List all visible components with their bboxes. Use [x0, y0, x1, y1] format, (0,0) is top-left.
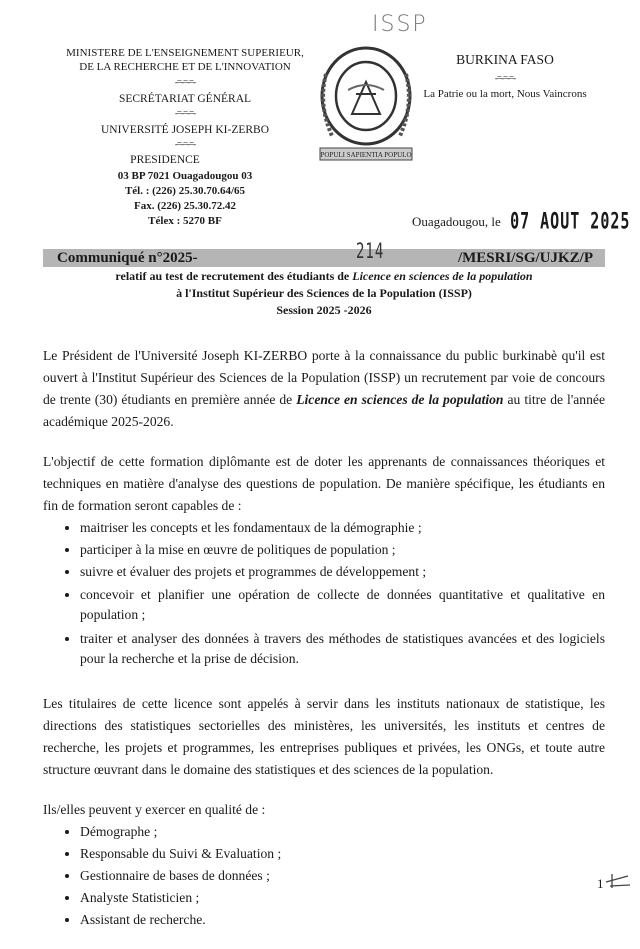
list-item: • Assistant de recherche. [80, 909, 605, 931]
text: Le Président de l'Université Joseph KI-ZERBO porte à la connaissance du public burkinabè qu'il est ouvert à l'Institut Supérieur des Sciences de la Population (ISSP) un recrutement par voie de concours de trente (30) étudiants en première année de [43, 348, 605, 407]
list-item: • concevoir et planifier une opération de collecte de données quantitative et qualitative en population ; [80, 585, 605, 625]
communique-suffix: /MESRI/SG/UJKZ/P [457, 250, 593, 266]
communique-prefix: Communiqué n°2025- [57, 250, 198, 266]
list-item: • traiter et analyser des données à travers des méthodes de statistiques avancées et des logiciels pour la recherche et la prise de décision. [80, 629, 605, 669]
list-item: • maitriser les concepts et les fondamentaux de la démographie ; [80, 517, 605, 539]
subject-program: Licence en sciences de la population [352, 269, 533, 283]
program-name: Licence en sciences de la population [296, 392, 504, 407]
list-item: • Gestionnaire de bases de données ; [80, 865, 605, 887]
secretariat: SECRÉTARIAT GÉNÉRAL [118, 93, 252, 105]
subject-line2: à l'Institut Supérieur des Sciences de la Population (ISSP) [176, 286, 472, 300]
telephone: Tél. : (226) 25.30.70.64/65 [124, 185, 246, 197]
paragraph-objective: L'objectif de cette formation diplômante est de doter les apprenants de connaissances théoriques et techniques en matière d'analyse des questions de population. De manière spécifique, les étudiants en fin de formation seront capables de : [43, 454, 605, 513]
national-motto: La Patrie ou la mort, Nous Vaincrons [423, 88, 587, 100]
text: au titre de l'année académique 2025-2026. [43, 392, 605, 429]
subject-line1: relatif au test de recrutement des étudiants de [115, 269, 353, 283]
list-item: • suivre et évaluer des projets et programmes de développement ; [80, 561, 605, 583]
subject [43, 268, 605, 319]
list-item: • Responsable du Suivi & Evaluation ; [80, 843, 605, 865]
list-item: • participer à la mise en œuvre de politiques de population ; [80, 539, 605, 561]
handwritten-mark-icon [604, 872, 632, 890]
objectives-list [43, 517, 605, 669]
telex: Télex : 5270 BF [148, 215, 222, 227]
svg-text:POPULI SAPIENTIA POPULO: POPULI SAPIENTIA POPULO [320, 151, 412, 159]
ministry-line2: DE LA RECHERCHE ET DE L'INNOVATION [79, 61, 291, 73]
address: 03 BP 7021 Ouagadougou 03 [117, 170, 253, 182]
handwritten-note: ISSP [372, 12, 428, 37]
ministry-line1: MINISTERE DE L'ENSEIGNEMENT SUPERIEUR, [66, 47, 304, 59]
separator: -=-=-=- [494, 73, 516, 83]
page-number: 1 [597, 876, 604, 891]
roles-list [43, 821, 605, 931]
list-item: • Analyste Statisticien ; [80, 887, 605, 909]
paragraph-roles-intro: Ils/elles peuvent y exercer en qualité de : [43, 802, 266, 817]
separator: -=-=-=- [174, 108, 196, 118]
separator: -=-=-=- [174, 77, 196, 87]
presidence: PRESIDENCE [130, 154, 200, 166]
separator: -=-=-=- [174, 139, 196, 149]
communique-reference [43, 240, 605, 267]
communique-number: 214 [356, 240, 385, 264]
country-name: BURKINA FASO [456, 52, 554, 67]
document-body [43, 345, 605, 949]
paragraph-careers: Les titulaires de cette licence sont appelés à servir dans les instituts nationaux de statistique, les directions des statistiques sectorielles des ministères, les universités, les instituts et centres de recherche, les projets et programmes, les entreprises publiques et privées, les ONGs, et toute autre structure œuvrant dans le domaine des statistiques et des sciences de la population. [43, 696, 605, 777]
list-item: • Démographe ; [80, 821, 605, 843]
subject-session: Session 2025 -2026 [276, 303, 372, 317]
university-emblem [318, 44, 414, 164]
paragraph-intro [43, 345, 605, 433]
fax: Fax. (226) 25.30.72.42 [133, 200, 237, 212]
date-prefix: Ouagadougou, le [412, 214, 501, 229]
date-line [412, 207, 631, 235]
date-stamp: 07 AOUT 2025 [510, 207, 631, 235]
university: UNIVERSITÉ JOSEPH KI-ZERBO [100, 124, 270, 136]
